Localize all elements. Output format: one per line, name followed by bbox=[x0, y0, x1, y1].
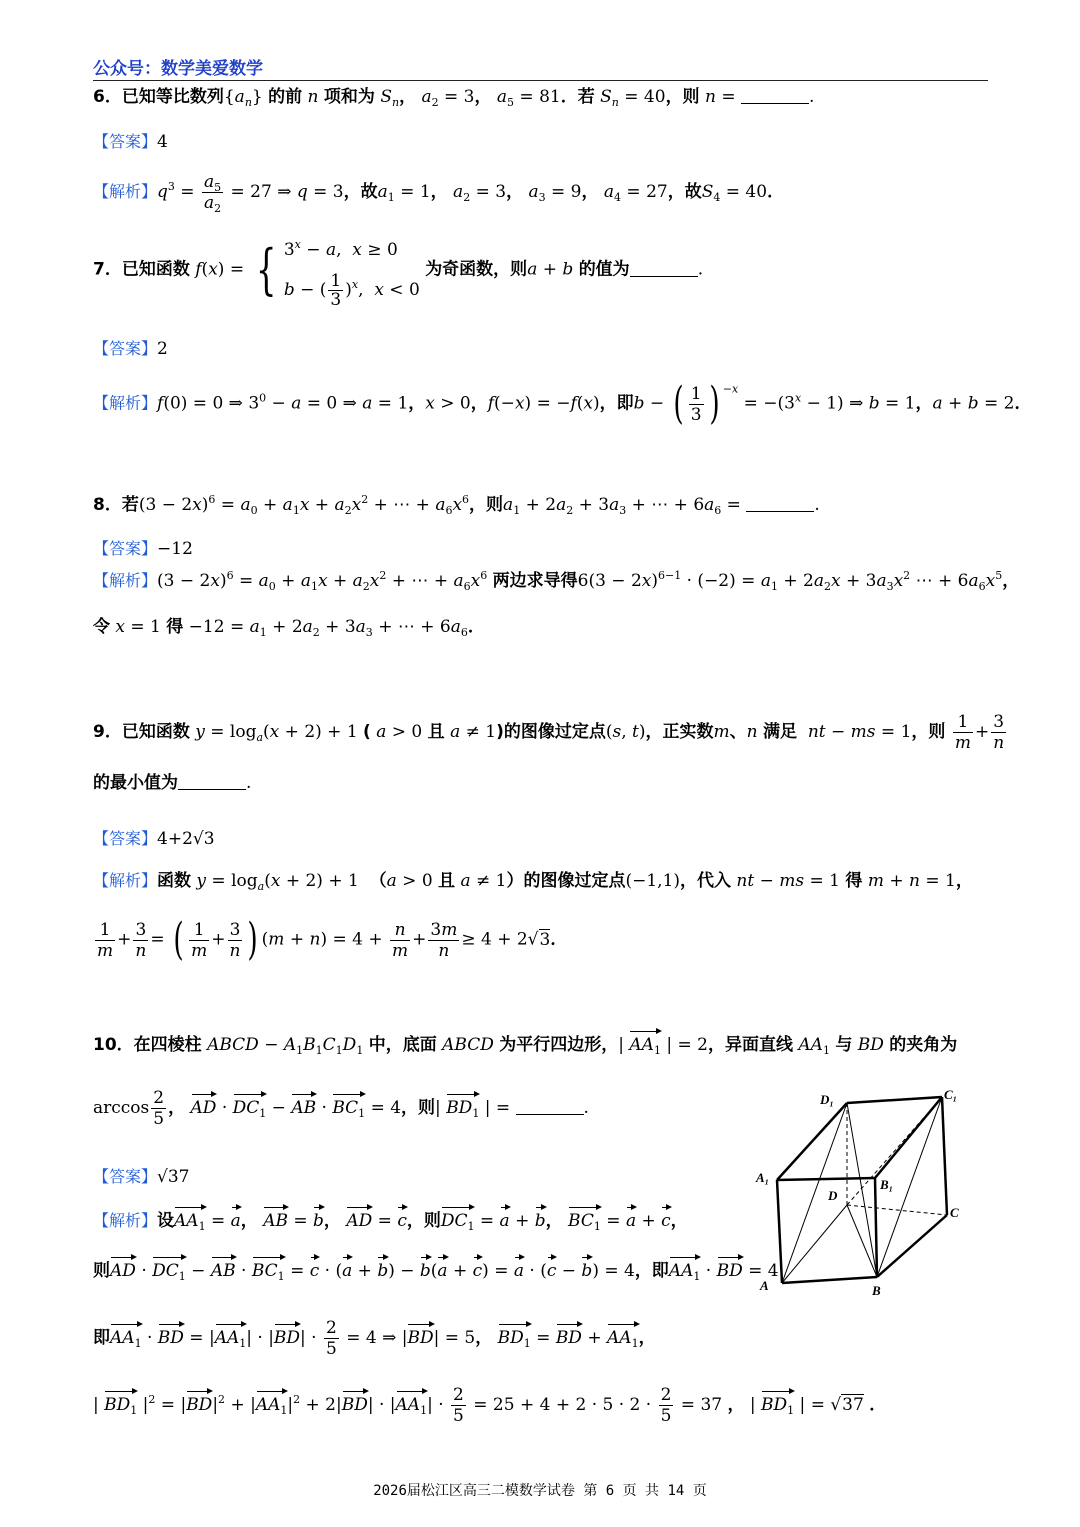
q8-solution: 【解析】$(3 - 2x)^6 = a_0 + a_1x + a_2x^2$ + ⋯ + $a_6x^6$ 两边求导得$6(3 - 2x)^{6-1} \cdot (-2) = a_1 + 2a_2x + 3a_3x^2$ ⋯ + $6a_6x^5$， bbox=[93, 569, 1020, 593]
q9-solution-2: $\frac{1}{m}$ + $\frac{3}{n}$ = ( $\frac{1}{m}$ + $\frac{3}{n}$ ) (m + n) = 4 + $\frac{n}{m}$ + $\frac{3m}{n}$ ≥ 4 + 2√3． bbox=[97, 914, 568, 965]
q10-stem-2: arccos $\frac{2}{5}$ ， AD · $DC_1$ − AB · $BC_1 = 4$，则| $BD_1$ | = . bbox=[93, 1088, 589, 1129]
label-A: A bbox=[760, 1278, 769, 1293]
q8-stem: 8．若$(3 - 2x)^6 = a_0 + a_1x + a_2x^2$ + ⋯ + $a_6x^6$，则$a_1 + 2a_2 + 3a_3$ + ⋯ + $6a_6$ = . bbox=[93, 493, 820, 517]
header-title: 公众号：数学美爱数学 bbox=[93, 59, 263, 79]
q6-answer: 【答案】4 bbox=[93, 132, 168, 152]
label-C: C bbox=[950, 1205, 959, 1220]
label-D1: D₁ bbox=[820, 1092, 834, 1107]
q10-answer: 【答案】√37 bbox=[93, 1167, 190, 1187]
label-C1: C₁ bbox=[944, 1087, 958, 1102]
q10-solution-3: 即$AA_1$ · BD = $|AA_1| \cdot |BD|$ · $\frac{2}{5}$ = 4 ⇒ |BD| = 5， $BD_1$ = BD + $AA_1$， bbox=[93, 1318, 656, 1359]
q9-stem-2: 的最小值为 . bbox=[93, 773, 252, 793]
page-footer: 2026届松江区高三二模数学试卷 第 6 页 共 14 页 bbox=[373, 1483, 707, 1499]
header-divider bbox=[93, 80, 988, 81]
prism-figure bbox=[752, 1085, 982, 1300]
q7-stem: 7．已知函数 f(x) = { $3^x - a$, x ≥ 0 b − ( $\frac{1}{3}$ )$^x$, x < 0 为奇函数，则a + b 的值为 . bbox=[93, 238, 704, 310]
q9-solution: 【解析】函数 $y = \log_a(x + 2) + 1$ （a > 0 且 a ≠ 1）的图像过定点(−1,1)，代入 nt − ms = 1 得 m + n = 1， bbox=[93, 871, 973, 893]
q7-solution: 【解析】f(0) = 0 ⇒ $3^0 - a = 0$ ⇒ a = 1，x > 0，f(−x) = −f(x)，即b − ( $\frac{1}{3}$ ) $^{-x} = -(3^x - 1)$ ⇒ b = 1，a + b = 2． bbox=[93, 378, 1032, 429]
label-D: D bbox=[828, 1188, 838, 1203]
q10-solution-2: 则AD · $DC_1$ − AB · $BC_1 = c \cdot (a + b) - b(a + c) = a \cdot (c - b) = 4$，即$AA_1$ · BD = 4 bbox=[93, 1261, 779, 1283]
label-B: B bbox=[872, 1283, 881, 1298]
q7-answer: 【答案】2 bbox=[93, 339, 168, 359]
q10-solution-4: | $BD_1$ $|^2 = |BD|^2 + |AA_1|^2 + 2|BD| \cdot |AA_1|$ · $\frac{2}{5}$ = 25 + 4 + 2 · 5 · 2 · $\frac{2}{5}$ = 37 ， | $BD_1$ | = √37 ． bbox=[93, 1385, 887, 1426]
q10-stem: 10．在四棱柱 ABCD − $A_1B_1C_1D_1$ 中，底面 ABCD 为平行四边形，| $AA_1$ | = 2，异面直线 $AA_1$ 与 BD 的夹角为 bbox=[93, 1035, 958, 1057]
q8-answer: 【答案】−12 bbox=[93, 539, 193, 559]
label-B1: B₁ bbox=[880, 1177, 894, 1192]
q6-stem: 6．已知等比数列$\{a_n\}$ 的前 n 项和为 $S_n$， $a_2 = 3$， $a_5 = 81$．若 $S_n = 40$，则 n = . bbox=[93, 87, 815, 109]
label-A1: A₁ bbox=[756, 1170, 770, 1185]
q8-solution-2: 令 x = 1 得 $-12 = a_1 + 2a_2 + 3a_3$ + ⋯ + $6a_6$． bbox=[93, 617, 485, 639]
q6-solution: 【解析】$q^3$ = $\frac{a_5}{a_2}$ = 27 ⇒ q = 3，故$a_1 = 1$， $a_2 = 3$， $a_3 = 9$， $a_4 = 27$，故$S_4 = 40$． bbox=[93, 172, 785, 215]
q10-solution: 【解析】设$AA_1 = a$， AB = b， AD = c，则$DC_1 = a + b$， $BC_1 = a + c$， bbox=[93, 1211, 688, 1233]
q9-stem: 9．已知函数 $y = \log_a(x + 2) + 1$ ( a > 0 且 a ≠ 1)的图像过定点(s, t)，正实数m、n 满足 nt − ms = 1，则 $\frac{1}{m}$ + $\frac{3}{n}$ bbox=[93, 712, 1005, 753]
q9-answer: 【答案】4+2√3 bbox=[93, 829, 215, 849]
